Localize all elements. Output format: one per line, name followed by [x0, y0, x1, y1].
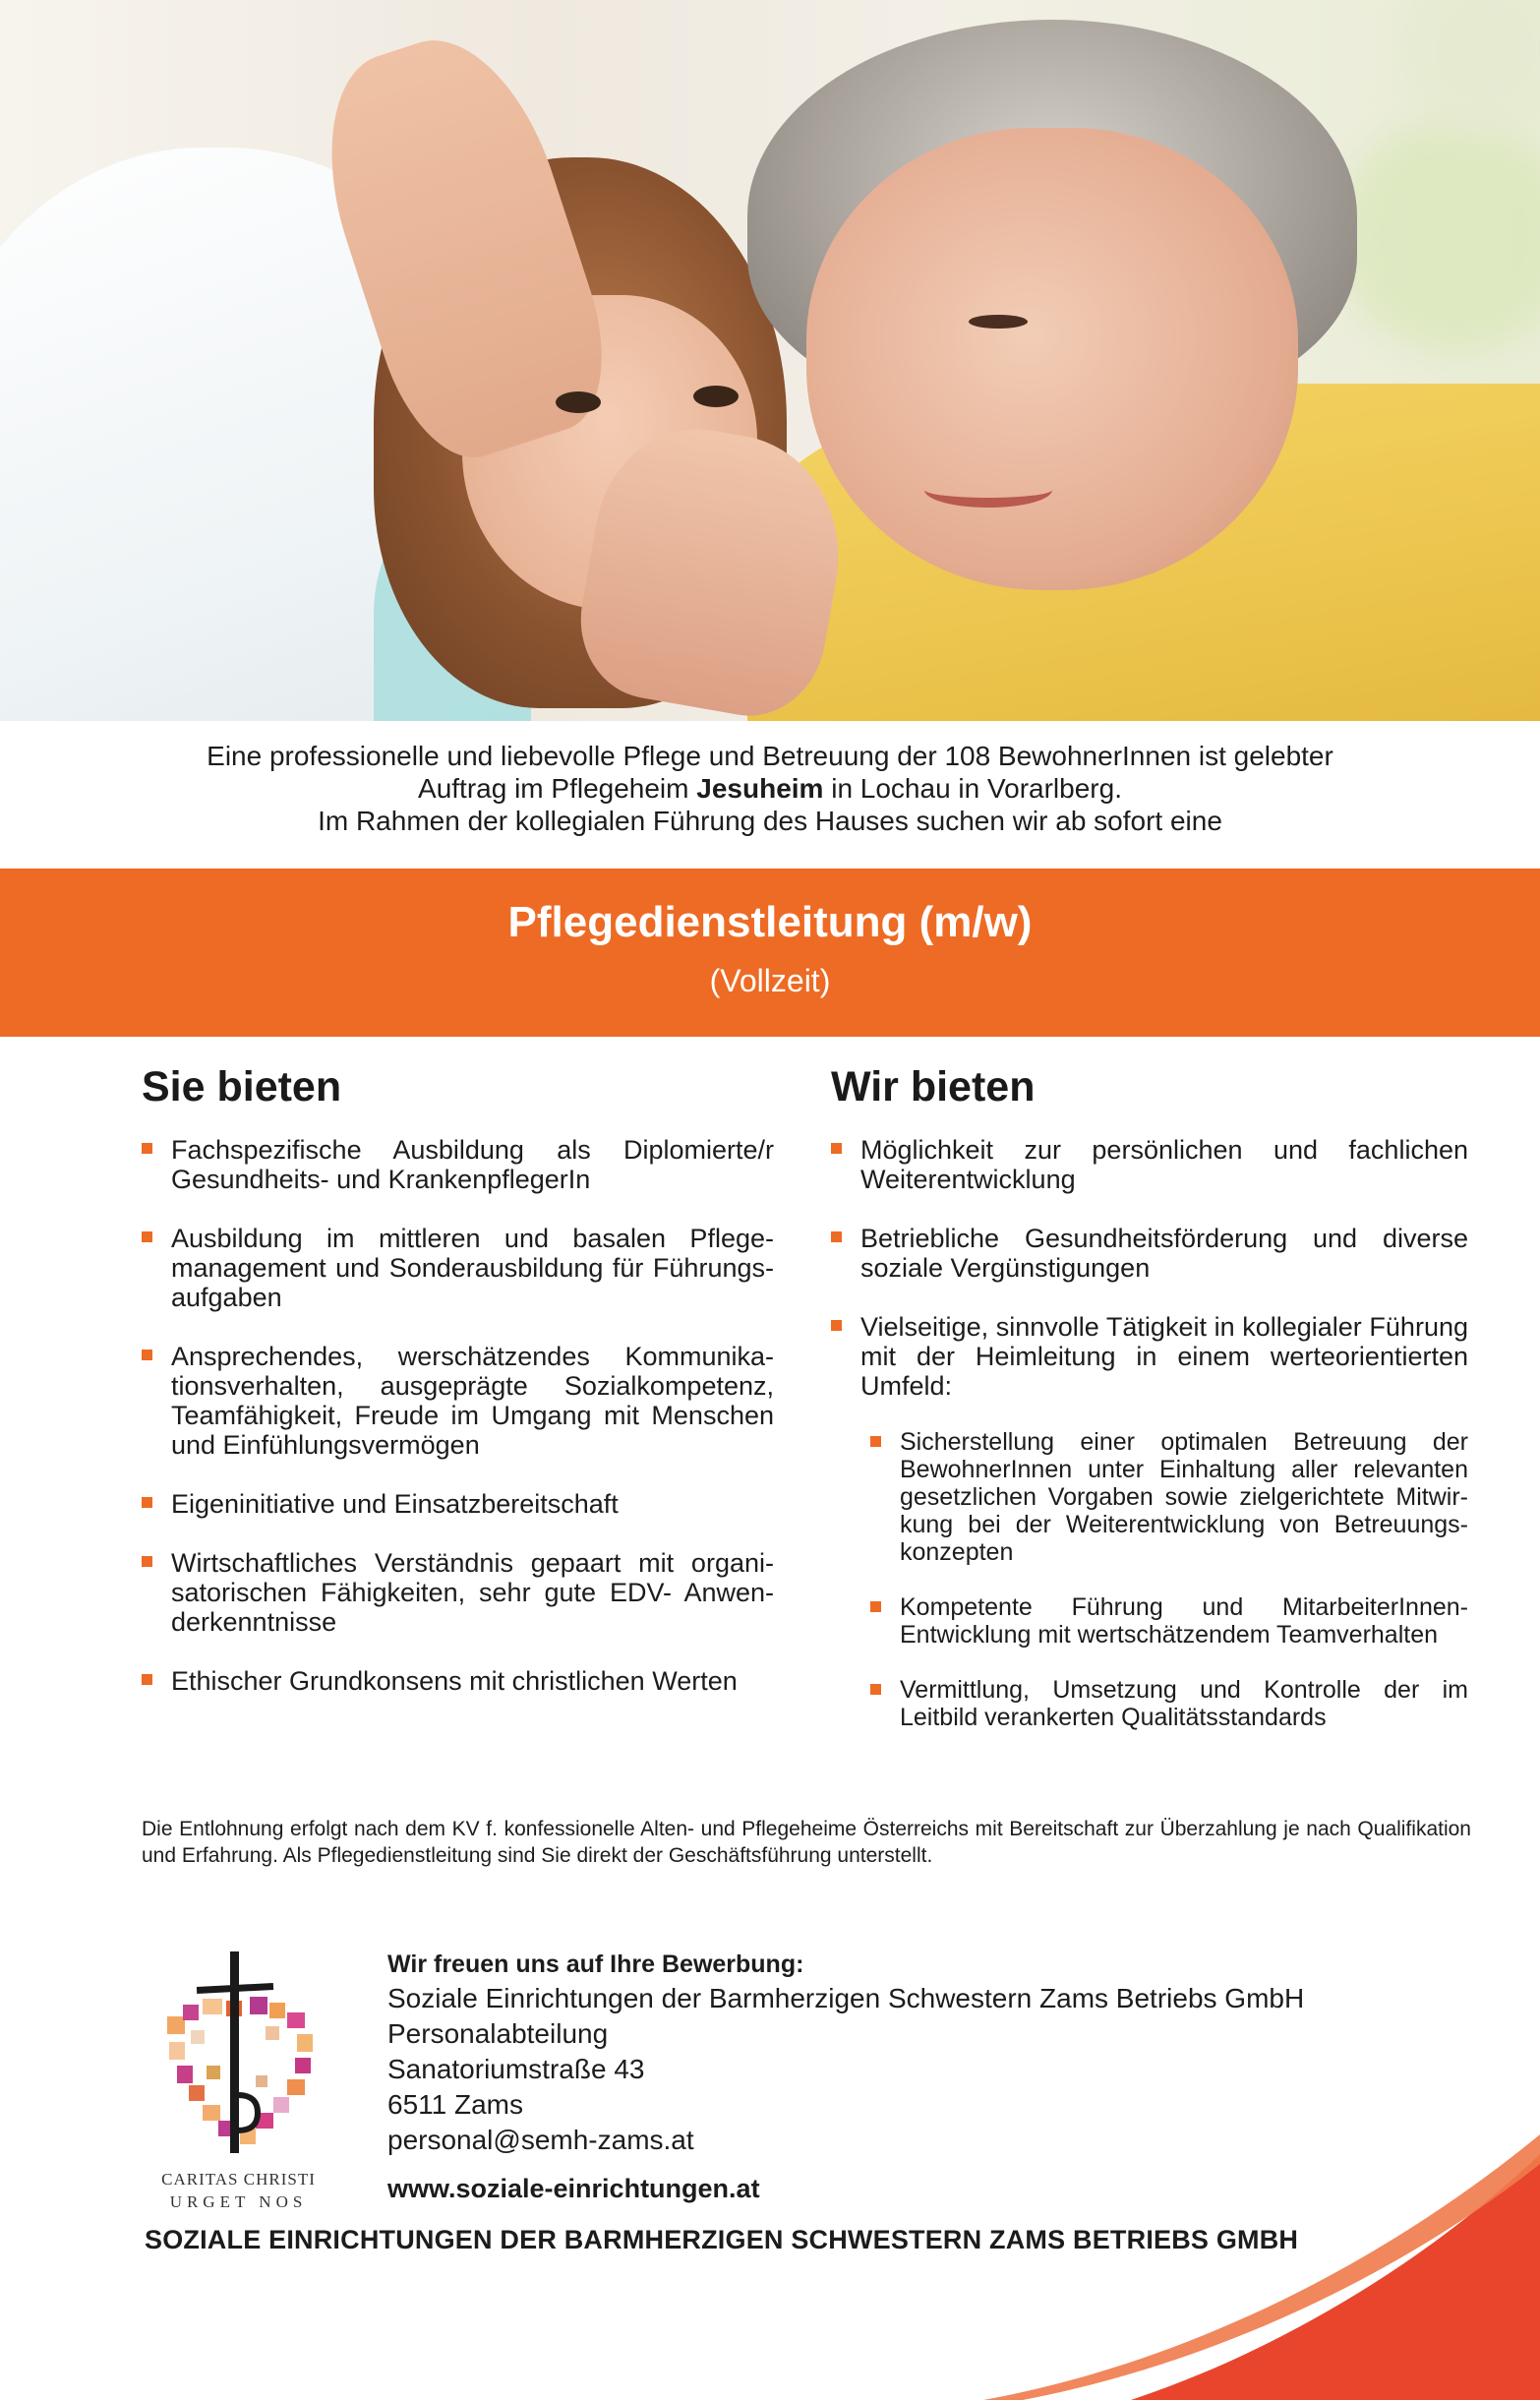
intro-line-2-post: in Lochau in Vorarlberg. — [823, 773, 1122, 804]
logo-caption-line-2: URGET NOS — [169, 2192, 308, 2211]
list-item: Möglichkeit zur persönlichen und fachlichen Weiterentwicklung — [831, 1135, 1468, 1194]
contact-organisation: Soziale Einrichtungen der Barmherzigen Schwestern Zams Betriebs GmbH — [387, 1983, 1305, 2013]
list-item: Eigeninitiative und Einsatzbereitschaft — [142, 1489, 774, 1519]
intro-line-3: Im Rahmen der kollegialen Führung des Hauses suchen wir ab sofort eine — [318, 806, 1222, 836]
list-item: Betriebliche Gesundheitsförderung und diverse soziale Vergünstigungen — [831, 1224, 1468, 1283]
sub-list-item: Sicherstellung einer optimalen Betreuung der BewohnerInnen unter Einhaltung aller relevanten gesetzlichen Vorgaben sowie zielgerichtete Mitwirkung bei der Weiterentwicklung von Betreuungskonzepten — [870, 1428, 1468, 1566]
logo-caption-line-1: CARITAS CHRISTI — [161, 2170, 316, 2189]
company-footer: SOZIALE EINRICHTUNGEN DER BARMHERZIGEN SCHWESTERN ZAMS BETRIEBS GMBH — [145, 2225, 1299, 2254]
home-name: Jesuheim — [696, 773, 824, 804]
job-type: (Vollzeit) — [709, 963, 831, 998]
contact-email-link[interactable]: personal@semh-zams.at — [387, 2125, 694, 2155]
contact-city: 6511 Zams — [387, 2089, 523, 2120]
sub-list-item: Vermittlung, Umsetzung und Kontrolle der im Leitbild verankerten Qualitätsstandards — [870, 1676, 1468, 1731]
contact-department: Personalabteilung — [387, 2018, 609, 2049]
job-title: Pflegedienstleitung (m/w) — [507, 898, 1033, 946]
list-item: Vielseitige, sinnvolle Tätigkeit in kollegialer Führung mit der Heimleitung in einem werteorientierten Umfeld: — [831, 1312, 1468, 1401]
list-item: Ansprechendes, werschätzendes Kommunikationsverhalten, ausgeprägte Sozialkompetenz, Teamfähigkeit, Freude im Umgang mit Menschen und Einfühlungsvermögen — [142, 1342, 774, 1460]
intro-line-2-pre: Auftrag im Pflegeheim — [418, 773, 697, 804]
list-item: Ausbildung im mittleren und basalen Pflegemanagement und Sonderausbildung für Führungsaufgaben — [142, 1224, 774, 1312]
offer-heading: Wir bieten — [831, 1063, 1036, 1110]
salary-note: Die Entlohnung erfolgt nach dem KV f. konfessionelle Alten- und Pflegeheime Österreichs mit Bereitschaft zur Überzahlung je nach Qualifikation und Erfahrung. Als Pflegedienstleitung sind Sie direkt der Geschäftsführung unterstellt. — [142, 1818, 1471, 1867]
sub-list-item: Kompetente Führung und MitarbeiterInnen-Entwicklung mit wertschätzendem Teamverhalten — [870, 1593, 1468, 1649]
list-item: Fachspezifische Ausbildung als Diplomierte/r Gesundheits- und KrankenpflegerIn — [142, 1135, 774, 1194]
list-item: Wirtschaftliches Verständnis gepaart mit organisatorischen Fähigkeiten, sehr gute EDV- Anwenderkenntnisse — [142, 1548, 774, 1637]
list-item: Ethischer Grundkonsens mit christlichen Werten — [142, 1666, 774, 1696]
intro-line-1: Eine professionelle und liebevolle Pflege und Betreuung der 108 BewohnerInnen ist gelebter — [207, 741, 1333, 771]
website-link[interactable]: www.soziale-einrichtungen.at — [387, 2174, 760, 2203]
contact-street: Sanatoriumstraße 43 — [387, 2054, 645, 2084]
contact-heading: Wir freuen uns auf Ihre Bewerbung: — [387, 1950, 804, 1978]
requirements-heading: Sie bieten — [142, 1063, 342, 1110]
